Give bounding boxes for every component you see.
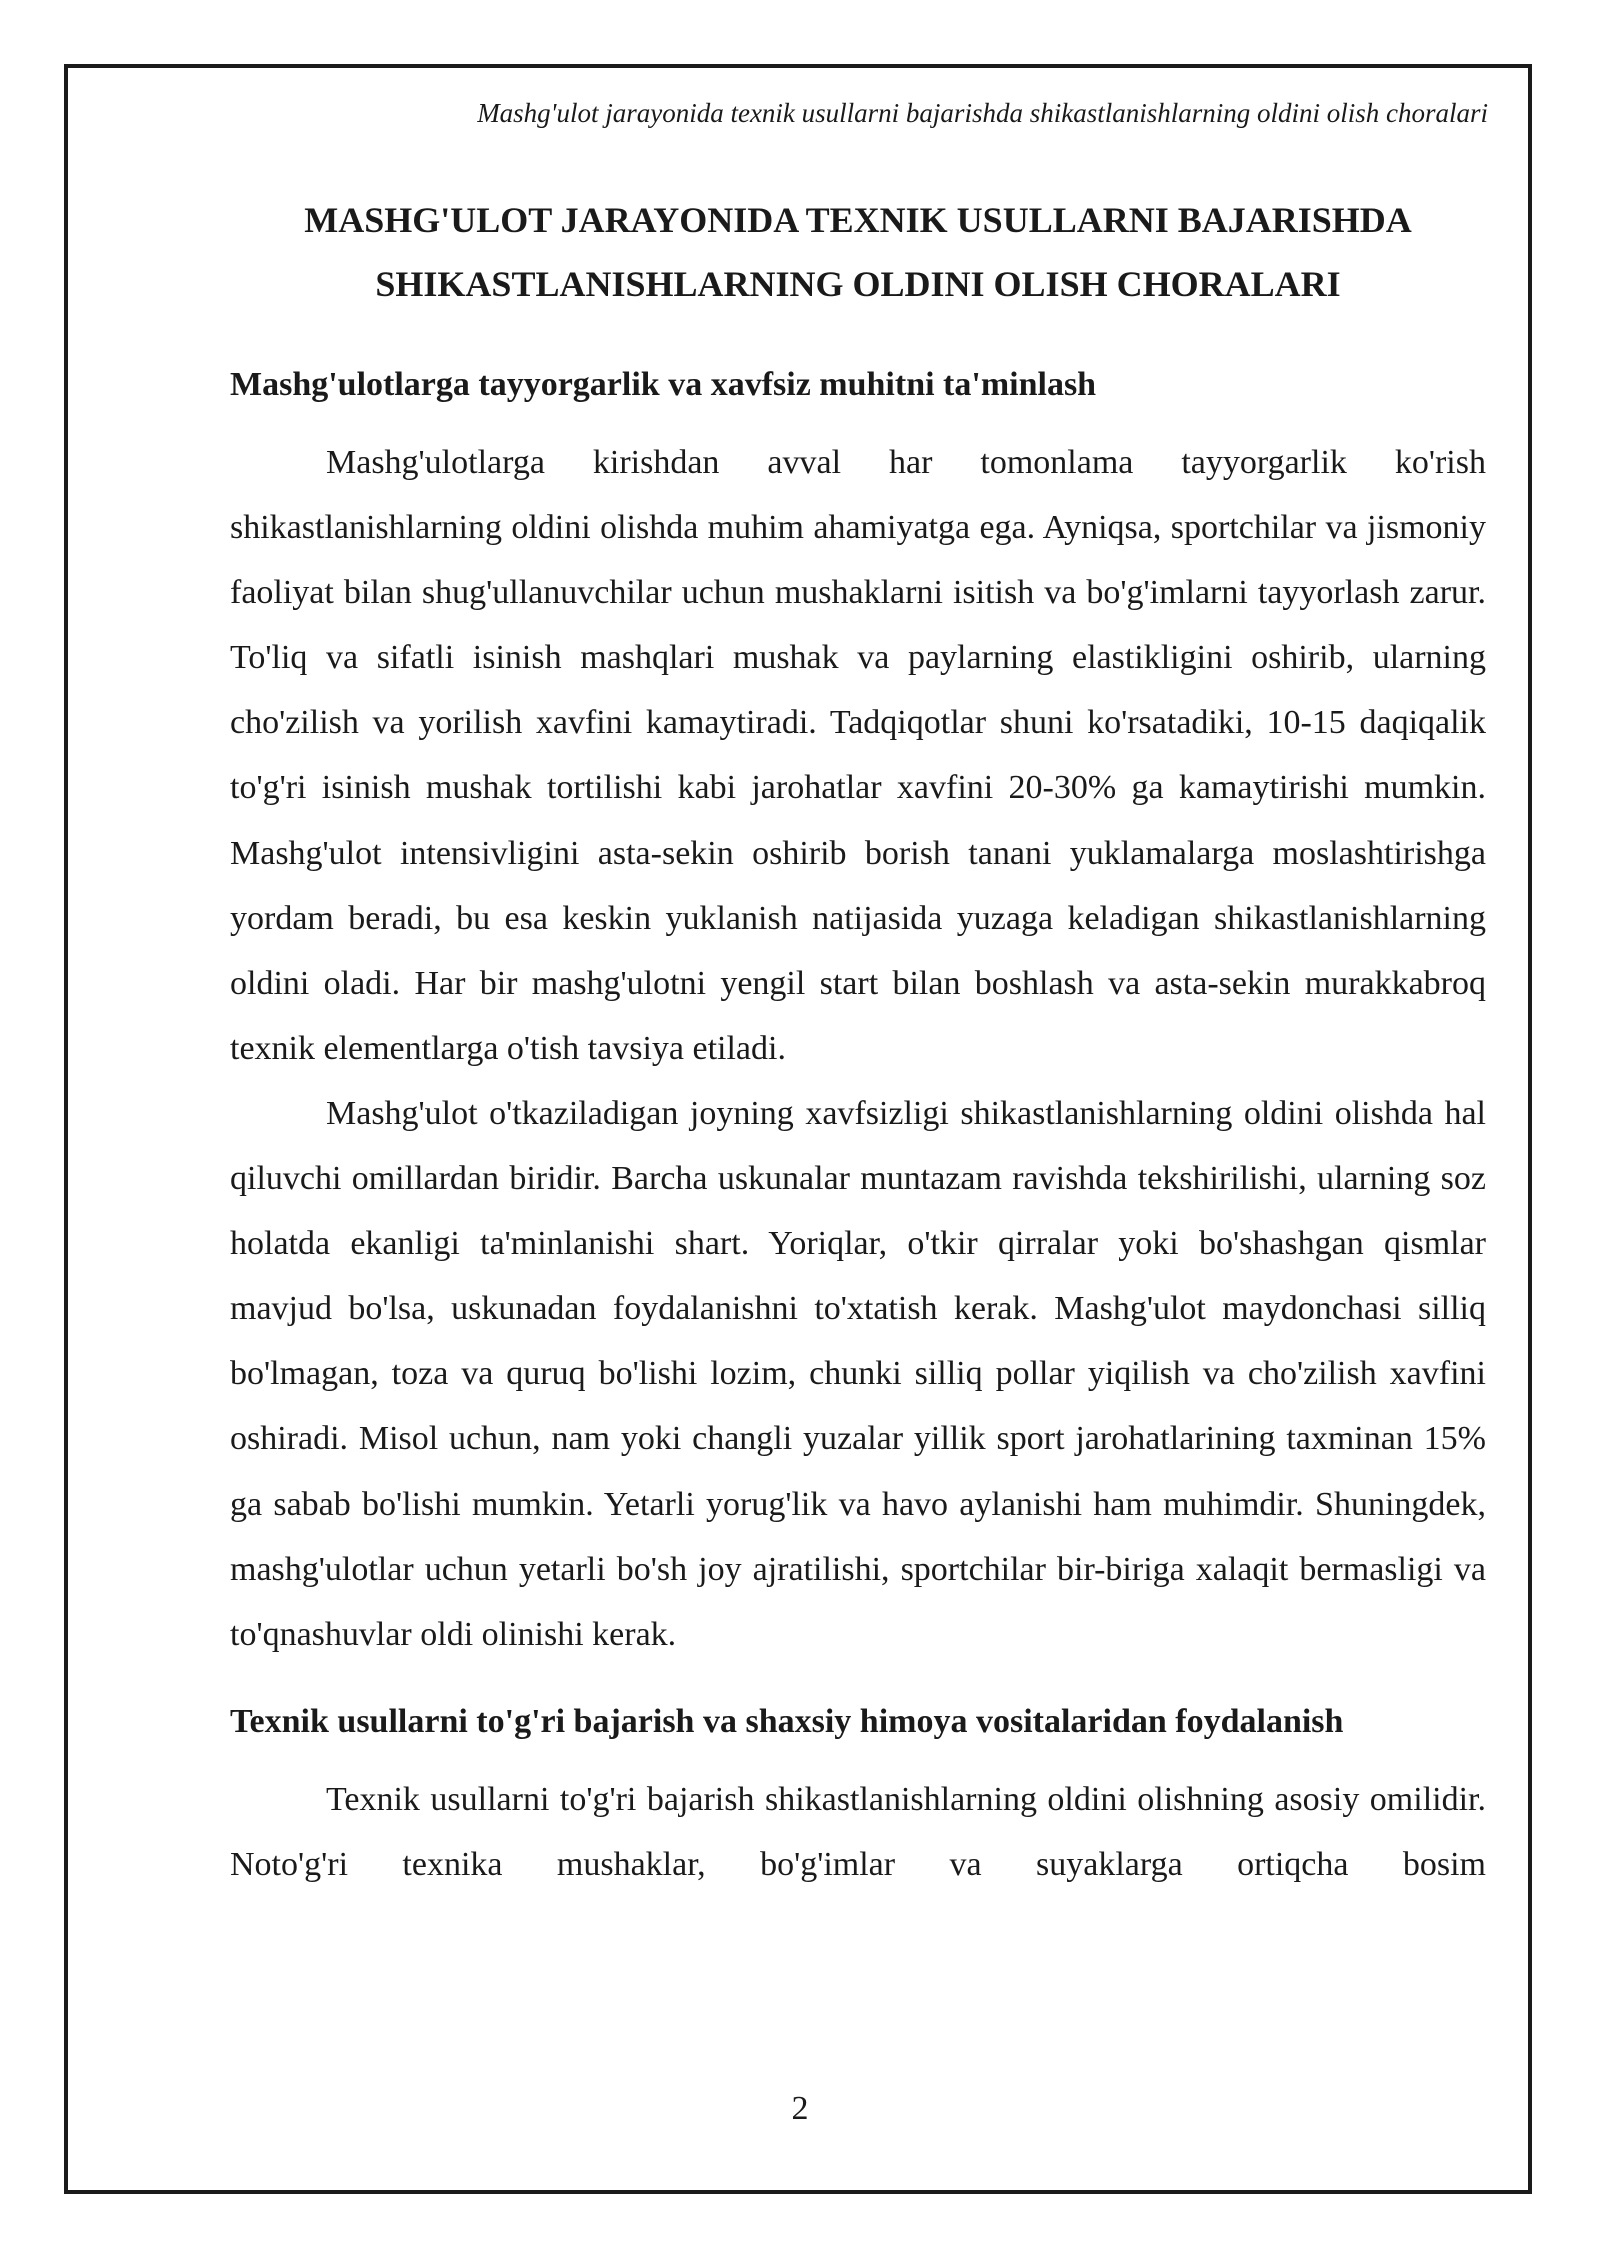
document-title-line-1: MASHG'ULOT JARAYONIDA TEXNIK USULLARNI BAJARISHDA (304, 200, 1412, 240)
running-header: Mashg'ulot jarayonida texnik usullarni bajarishda shikastlanishlarning oldini olish choralari (477, 98, 1488, 128)
section-preparation (230, 340, 1486, 1667)
paragraph: Mashg'ulot o'tkaziladigan joyning xavfsizligi shikastlanishlarning oldini olishda hal qiluvchi omillardan biridir. Barcha uskunalar muntazam ravishda tekshirilishi, ularning soz holatda ekanligi ta'minlanishi shart. Yoriqlar, o'tkir qirralar yoki bo'shashgan qismlar mavjud bo'lsa, uskunadan foydalanishni to'xtatish kerak. Mashg'ulot maydonchasi silliq bo'lmagan, toza va quruq bo'lishi lozim, chunki silliq pollar yiqilish va cho'zilish xavfini oshiradi. Misol uchun, nam yoki changli yuzalar yillik sport jarohatlarining taxminan 15% ga sabab bo'lishi mumkin. Yetarli yorug'lik va havo aylanishi ham muhimdir. Shuningdek, mashg'ulotlar uchun yetarli bo'sh joy ajratilishi, sportchilar bir-biriga xalaqit bermasligi va to'qnashuvlar oldi olinishi kerak. (230, 1094, 1486, 1653)
paragraph: Texnik usullarni to'g'ri bajarish shikastlanishlarning oldini olishning asosiy omilidir. Noto'g'ri texnika mushaklar, bo'g'imlar va suyaklarga ortiqcha bosim (230, 1780, 1486, 1883)
section-heading: Texnik usullarni to'g'ri bajarish va shaxsiy himoya vositalaridan foydalanish (230, 1702, 1344, 1740)
document-title-line-2: SHIKASTLANISHLARNING OLDINI OLISH CHORALARI (375, 264, 1341, 304)
section-heading: Mashg'ulotlarga tayyorgarlik va xavfsiz muhitni ta'minlash (230, 366, 1097, 403)
document-body (230, 340, 1486, 1897)
section-technique (230, 1677, 1486, 1897)
paragraph: Mashg'ulotlarga kirishdan avval har tomonlama tayyorgarlik ko'rish shikastlanishlarning oldini olishda muhim ahamiyatga ega. Ayniqsa, sportchilar va jismoniy faoliyat bilan shug'ullanuvchilar uchun mushaklarni isitish va bo'g'imlarni tayyorlash zarur. To'liq va sifatli isinish mashqlari mushak va paylarning elastikligini oshirib, ularning cho'zilish va yorilish xavfini kamaytiradi. Tadqiqotlar shuni ko'rsatadiki, 10-15 daqiqalik to'g'ri isinish mushak tortilishi kabi jarohatlar xavfini 20-30% ga kamaytirishi mumkin. Mashg'ulot intensivligini asta-sekin oshirib borish tanani yuklamalarga moslashtirishga yordam beradi, bu esa keskin yuklanish natijasida yuzaga keladigan shikastlanishlarning oldini oladi. Har bir mashg'ulotni yengil start bilan boshlash va asta-sekin murakkabroq texnik elementlarga o'tish tavsiya etiladi. (230, 444, 1486, 1067)
section-spacer (230, 1667, 1486, 1677)
document-title (230, 188, 1486, 316)
page-number: 2 (791, 2090, 809, 2127)
